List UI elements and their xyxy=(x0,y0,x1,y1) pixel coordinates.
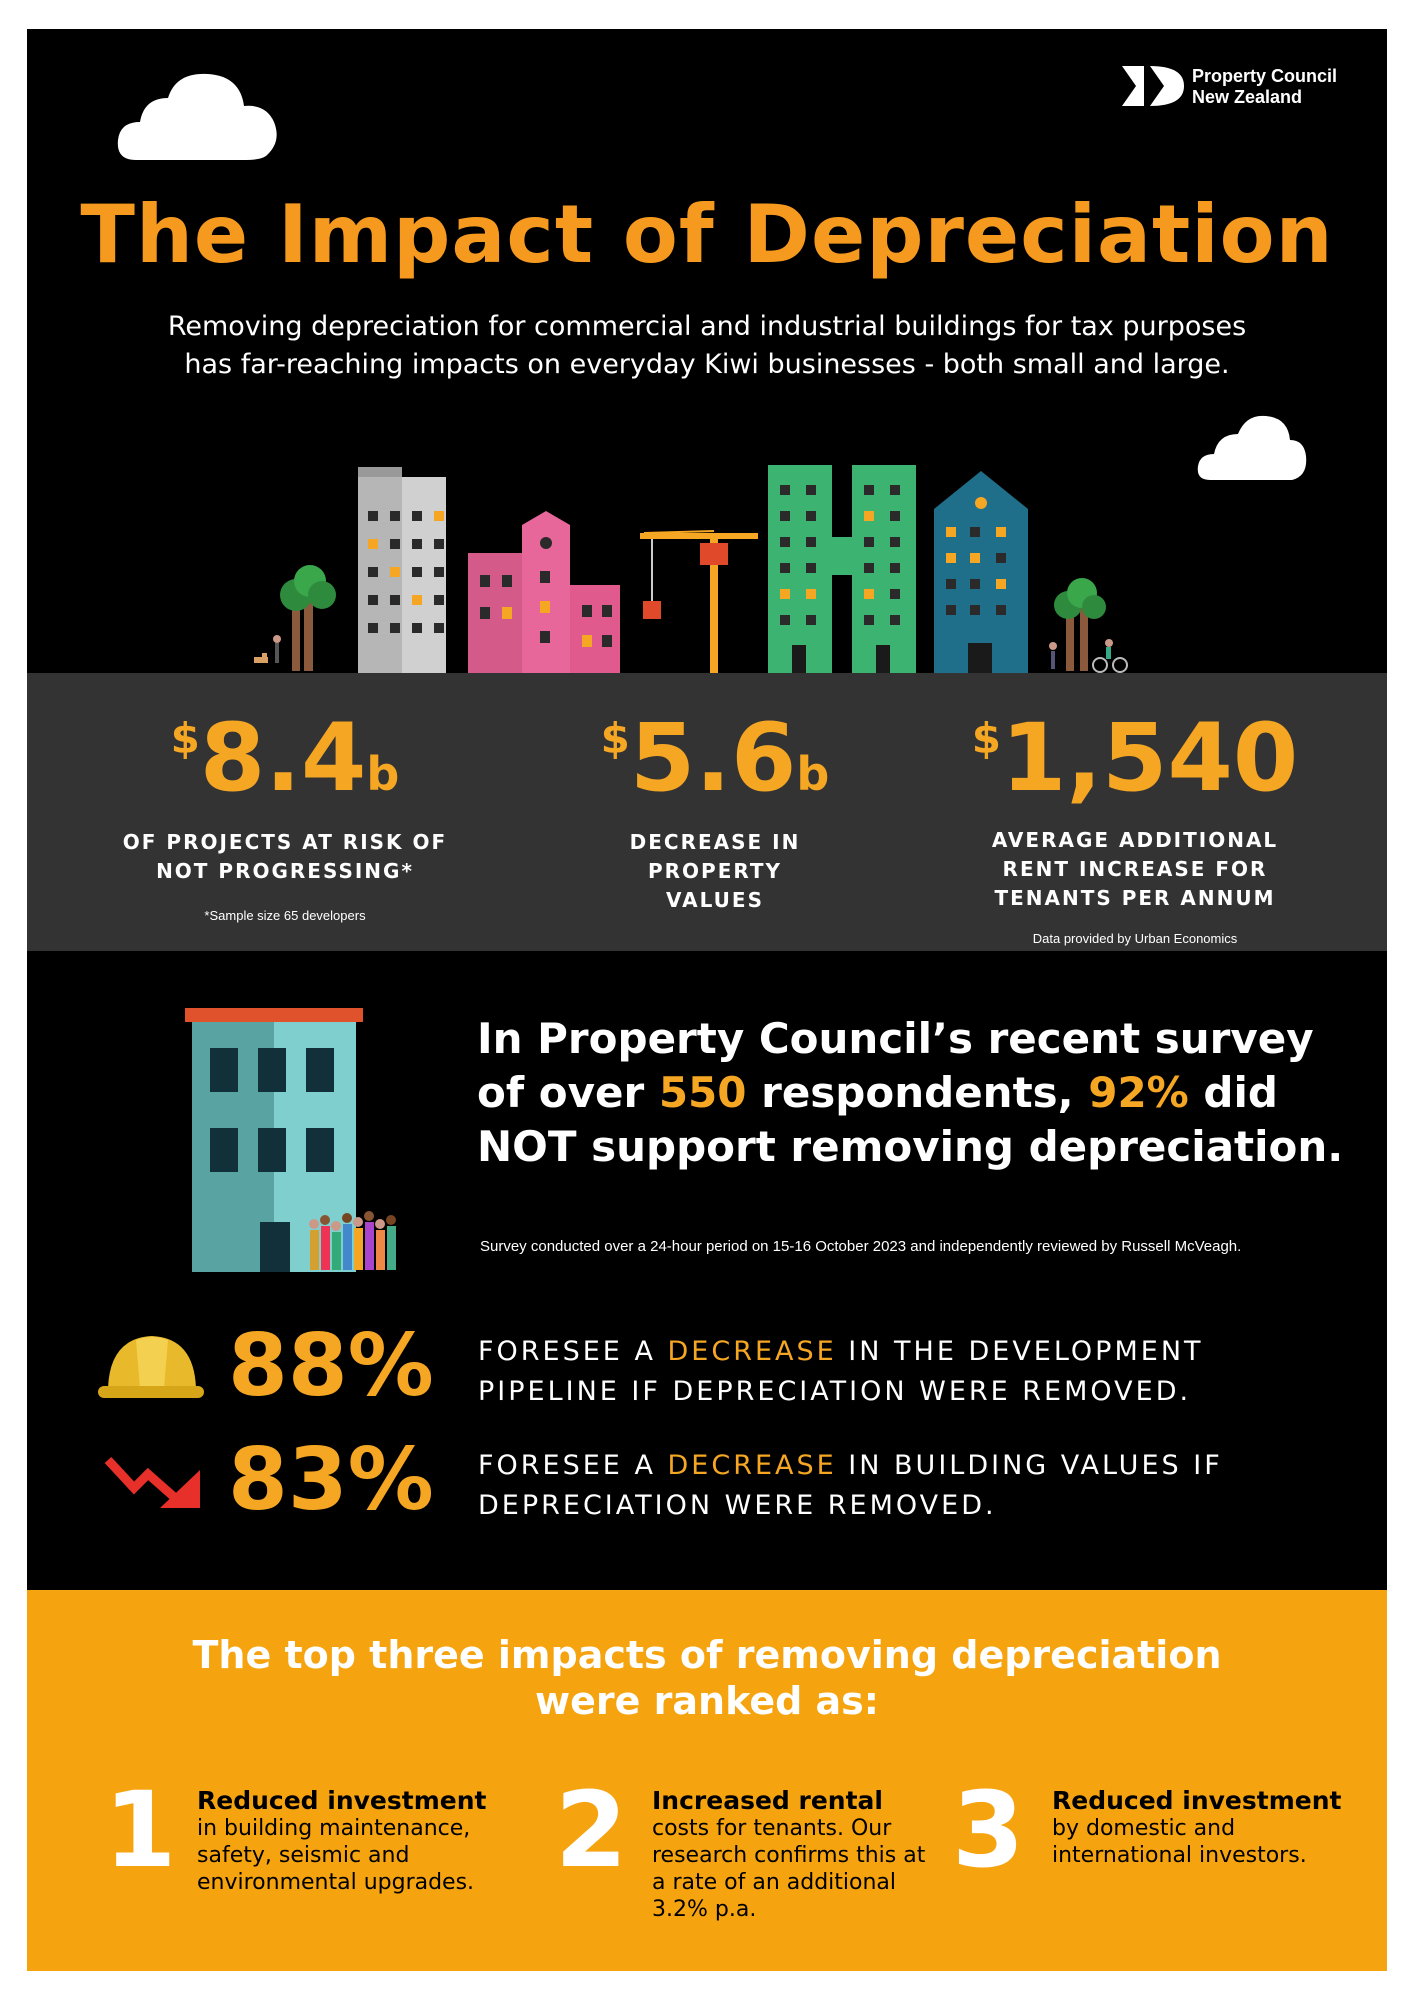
stat-value: 8.4 xyxy=(199,704,367,813)
trend-down-icon xyxy=(104,1452,204,1512)
stat-label: OF PROJECTS AT RISK OF NOT PROGRESSING* xyxy=(122,830,448,883)
teal-building xyxy=(934,471,1028,673)
green-building xyxy=(768,465,916,673)
page-subtitle: Removing depreciation for commercial and industrial buildings for tax purposes has far-reaching impacts on everyday Kiwi businesses - both small and large. xyxy=(167,311,1247,380)
rank-body: by domestic and international investors. xyxy=(1052,1816,1307,1868)
stat-label: AVERAGE ADDITIONAL RENT INCREASE FOR TENANTS PER ANNUM xyxy=(991,828,1279,910)
grey-tower-building xyxy=(358,467,446,673)
finding-text-pre: FORESEE A xyxy=(478,1450,668,1481)
finding-text-post: IN THE DEVELOPMENT PIPELINE IF DEPRECIATION WERE REMOVED. xyxy=(478,1336,1204,1407)
person-walking-dog-icon xyxy=(254,635,281,663)
finding-percentage: 83% xyxy=(228,1430,434,1530)
stat-property-values xyxy=(560,704,870,915)
cloud-left-illustration xyxy=(116,70,280,162)
finding-text xyxy=(478,1446,1348,1526)
survey-statement xyxy=(477,1012,1347,1174)
stat-note: *Sample size 65 developers xyxy=(204,908,366,923)
hard-hat-icon xyxy=(96,1330,204,1406)
rank-number: 1 xyxy=(104,1769,177,1891)
construction-crane-icon xyxy=(640,531,758,673)
page-title: The Impact of Depreciation xyxy=(80,188,1334,281)
stat-projects-at-risk xyxy=(110,704,460,923)
city-skyline-illustration xyxy=(240,455,1140,675)
rank-item xyxy=(1052,1786,1352,1869)
finding-text-post: IN BUILDING VALUES IF DEPRECIATION WERE REMOVED. xyxy=(478,1450,1223,1521)
logo-line-1: Property Council xyxy=(1192,66,1338,86)
rank-heading: Reduced investment xyxy=(1052,1786,1342,1815)
survey-text-part3: did NOT support removing depreciation. xyxy=(477,1068,1344,1171)
stat-currency: $ xyxy=(971,714,1001,763)
survey-footnote: Survey conducted over a 24-hour period on 15-16 October 2023 and independently reviewed by Russell McVeagh. xyxy=(480,1238,1242,1255)
finding-text-pre: FORESEE A xyxy=(478,1336,668,1367)
impacts-title-line2: were ranked as: xyxy=(535,1679,879,1723)
stat-rent-increase xyxy=(930,704,1340,946)
impacts-title-line1: The top three impacts of removing depreciation xyxy=(192,1633,1222,1677)
office-building-with-people-illustration xyxy=(180,1008,410,1273)
finding-text xyxy=(478,1332,1348,1412)
property-council-logo-icon xyxy=(1122,64,1184,108)
rank-number: 2 xyxy=(555,1769,628,1891)
survey-text-part2: respondents, xyxy=(746,1068,1089,1117)
pink-building xyxy=(468,511,620,673)
logo-line-2: New Zealand xyxy=(1192,87,1303,107)
stat-currency: $ xyxy=(600,714,630,763)
stat-value: 1,540 xyxy=(1000,704,1299,813)
finding-highlight: DECREASE xyxy=(667,1450,837,1481)
finding-percentage: 88% xyxy=(228,1316,434,1416)
rank-body: costs for tenants. Our research confirms this at a rate of an additional 3.2% p.a. xyxy=(652,1816,926,1922)
logo-text xyxy=(1192,66,1337,108)
stat-value: 5.6 xyxy=(629,704,797,813)
finding-highlight: DECREASE xyxy=(667,1336,837,1367)
rank-heading: Reduced investment xyxy=(197,1786,487,1815)
stat-suffix: b xyxy=(796,747,830,801)
survey-text-part1: In Property Council’s recent survey of over xyxy=(477,1014,1314,1117)
cloud-right-illustration xyxy=(1196,410,1308,482)
tree-icon xyxy=(280,565,336,671)
stat-note: Data provided by Urban Economics xyxy=(1032,931,1238,946)
tree-icon xyxy=(1054,578,1106,671)
stat-label: DECREASE IN PROPERTY VALUES xyxy=(629,830,801,912)
rank-number: 3 xyxy=(952,1769,1025,1891)
rank-item xyxy=(197,1786,487,1896)
survey-respondent-count: 550 xyxy=(658,1068,747,1117)
rank-heading: Increased rental xyxy=(652,1786,883,1815)
rank-body: in building maintenance, safety, seismic and environmental upgrades. xyxy=(197,1816,475,1895)
impacts-title xyxy=(100,1632,1314,1724)
rank-item xyxy=(652,1786,942,1923)
stat-suffix: b xyxy=(366,747,400,801)
survey-percentage: 92% xyxy=(1088,1068,1189,1117)
stat-currency: $ xyxy=(170,714,200,763)
